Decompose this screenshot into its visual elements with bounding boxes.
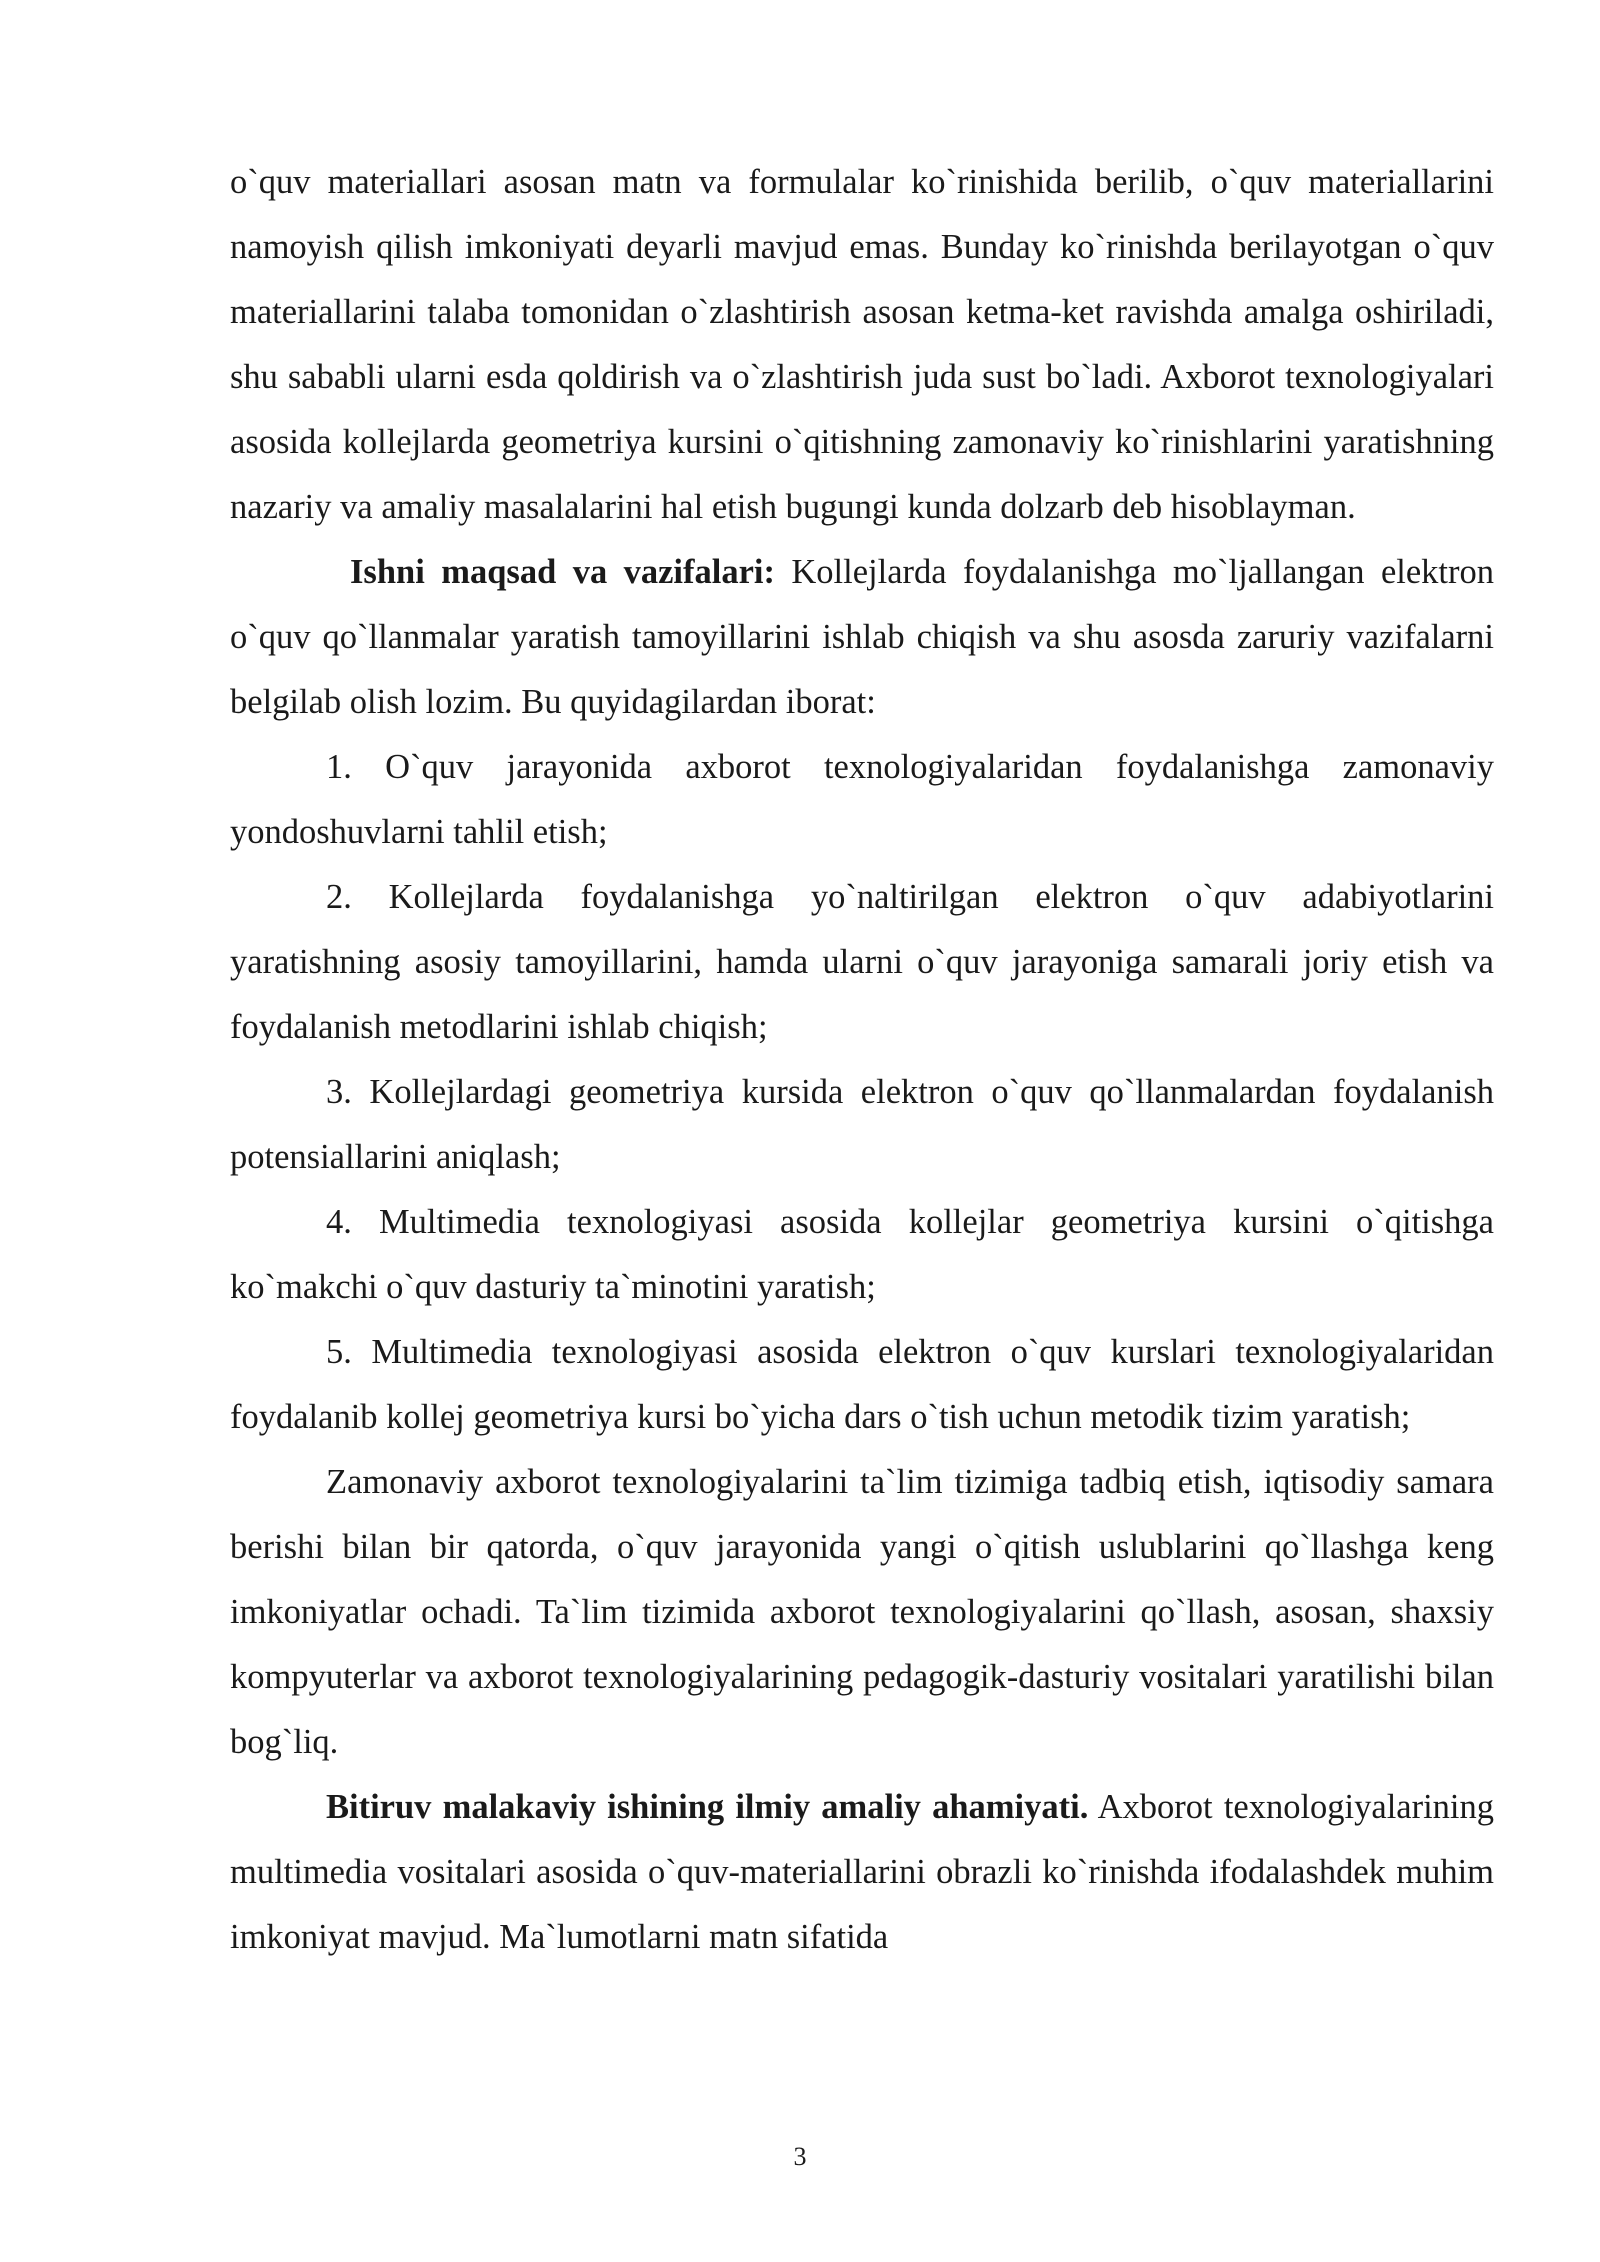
- list-item-1: [230, 735, 1494, 865]
- paragraph-modern-technologies: [230, 1450, 1494, 1775]
- page-number: 3: [793, 2142, 807, 2171]
- paragraph-text: Zamonaviy axborot texnologiyalarini ta`lim tizimiga tadbiq etish, iqtisodiy samara berishi bilan bir qatorda, o`quv jarayonida yangi o`qitish uslublarini qo`llashga keng imkoniyatlar ochadi. Ta`lim tizimida axborot texnologiyalarini qo`llash, asosan, shaxsiy kompyuterlar va axborot texnologiyalarining pedagogik-dasturiy vositalari yaratilishi bilan bog`liq.: [230, 1463, 1494, 1761]
- section-heading-goals: Ishni maqsad va vazifalari:: [350, 553, 775, 591]
- paragraph-text: 3. Kollejlardagi geometriya kursida elektron o`quv qo`llanmalardan foydalanish potensiallarini aniqlash;: [230, 1073, 1494, 1176]
- paragraph-text: o`quv materiallari asosan matn va formulalar ko`rinishida berilib, o`quv materiallarini namoyish qilish imkoniyati deyarli mavjud emas. Bunday ko`rinishda berilayotgan o`quv materiallarini talaba tomonidan o`zlashtirish asosan ketma-ket ravishda amalga oshiriladi, shu sababli ularni esda qoldirish va o`zlashtirish juda sust bo`ladi. Axborot texnologiyalari asosida kollejlarda geometriya kursini o`qitishning zamonaviy ko`rinishlarini yaratishning nazariy va amaliy masalalarini hal etish bugungi kunda dolzarb deb hisoblayman.: [230, 163, 1494, 526]
- list-item-4: [230, 1190, 1494, 1320]
- list-item-3: [230, 1060, 1494, 1190]
- section-heading-significance: Bitiruv malakaviy ishining ilmiy amaliy ahamiyati.: [326, 1788, 1089, 1826]
- paragraph-text: 2. Kollejlarda foydalanishga yo`naltirilgan elektron o`quv adabiyotlarini yaratishning asosiy tamoyillarini, hamda ularni o`quv jarayoniga samarali joriy etish va foydalanish metodlarini ishlab chiqish;: [230, 878, 1494, 1046]
- paragraph-intro: [230, 150, 1494, 540]
- paragraph-significance: [230, 1775, 1494, 1970]
- list-item-5: [230, 1320, 1494, 1450]
- document-page: [230, 150, 1494, 1970]
- paragraph-text: 5. Multimedia texnologiyasi asosida elektron o`quv kurslari texnologiyalaridan foydalanib kollej geometriya kursi bo`yicha dars o`tish uchun metodik tizim yaratish;: [230, 1333, 1494, 1436]
- paragraph-text: 4. Multimedia texnologiyasi asosida kollejlar geometriya kursini o`qitishga ko`makchi o`quv dasturiy ta`minotini yaratish;: [230, 1203, 1494, 1306]
- paragraph-text: Axborot texnologiyalarining multimedia vositalari asosida o`quv-materiallarini obrazli ko`rinishda ifodalashdek muhim imkoniyat mavjud. Ma`lumotlarni matn sifatida: [230, 1788, 1495, 1956]
- paragraph-text: Kollejlarda foydalanishga mo`ljallangan elektron o`quv qo`llanmalar yaratish tamoyillarini ishlab chiqish va shu asosda zaruriy vazifalarni belgilab olish lozim. Bu quyidagilardan iborat:: [230, 553, 1494, 721]
- list-item-2: [230, 865, 1494, 1060]
- paragraph-text: 1. O`quv jarayonida axborot texnologiyalaridan foydalanishga zamonaviy yondoshuvlarni tahlil etish;: [230, 748, 1494, 851]
- paragraph-goals: [230, 540, 1494, 735]
